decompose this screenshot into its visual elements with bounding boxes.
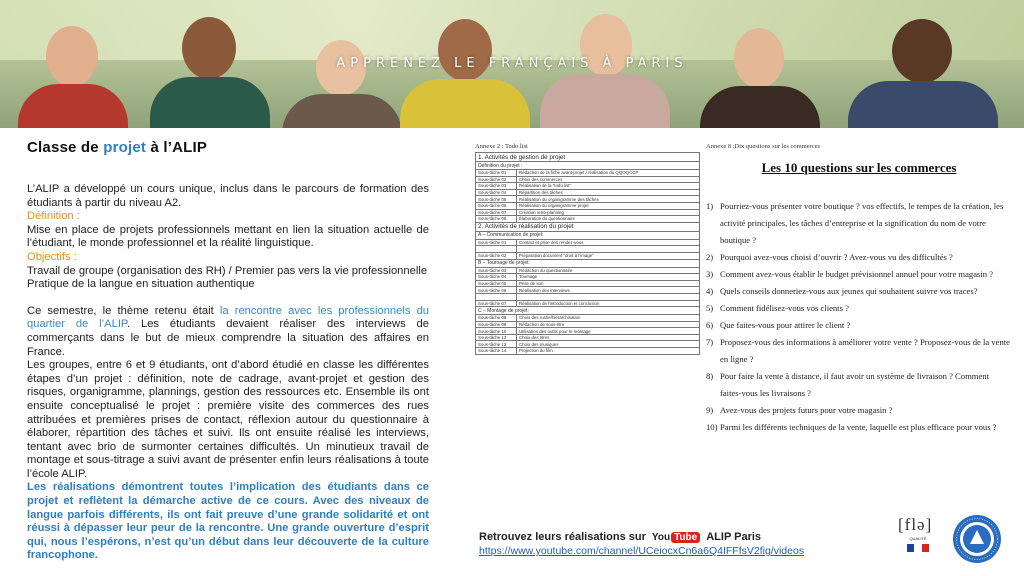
todo-task-desc: Choix des commerces — [517, 176, 700, 183]
todo-table — [475, 152, 700, 355]
todo-row — [476, 334, 700, 341]
todo-subsection-heading: C – Montage de projet: — [476, 307, 700, 315]
questions-annex — [706, 143, 1012, 436]
title-prefix: Classe de — [27, 139, 99, 156]
todo-task-desc: Rédaction du questionnaire — [517, 267, 700, 274]
todo-task-desc — [517, 246, 700, 253]
todo-row — [476, 183, 700, 190]
questions-list — [706, 198, 1012, 436]
todo-task-id: Sous-tâche 01 — [476, 239, 517, 246]
todo-row — [476, 170, 700, 177]
todo-task-id: Sous-tâche 03 — [476, 267, 517, 274]
definition-label: Définition : — [27, 210, 80, 223]
question-number: 6) — [706, 320, 714, 330]
theme-paragraph — [27, 305, 429, 359]
questions-caption: Annexe 8 :Dix questions sur les commerces — [706, 143, 821, 150]
question-text: Proposez-vous des informations à améliorer votre vente ? Proposez-vous de la vente en ligne ? — [720, 337, 1010, 364]
question-number: 9) — [706, 405, 714, 415]
banner-person — [18, 18, 128, 128]
todo-task-id: Sous-tâche 04 — [476, 274, 517, 281]
todo-task-desc: Élaboration du questionnaire — [517, 216, 700, 223]
question-text: Pourriez-vous présenter votre boutique ? vos effectifs, le tempes de la création, les activité principales, les tâches d’entreprise et la signification du nom de votre boutique ? — [720, 201, 1004, 245]
todo-task-id: Sous-tâche 02 — [476, 176, 517, 183]
todo-task-id — [476, 246, 517, 253]
todo-subsection-heading: Définition du projet : — [476, 162, 700, 170]
todo-task-desc: Réalisation de la "todo list" — [517, 183, 700, 190]
todo-row — [476, 348, 700, 355]
banner-person — [282, 28, 402, 128]
todo-row — [476, 293, 700, 300]
todo-row — [476, 189, 700, 196]
todo-row — [476, 341, 700, 348]
footer-links — [479, 531, 879, 557]
questions-title: Les 10 questions sur les commerces — [761, 160, 957, 175]
todo-task-desc: Tournage — [517, 274, 700, 281]
todo-row — [476, 300, 700, 307]
todo-task-id: Sous-tâche 04 — [476, 189, 517, 196]
todo-task-id: Sous-tâche 05 — [476, 196, 517, 203]
question-text: Pourquoi avez-vous choisi d’ouvrir ? Avez-vous vu des difficultés ? — [720, 252, 953, 262]
todo-task-id: Sous-tâche 02 — [476, 252, 517, 259]
todo-row — [476, 196, 700, 203]
todo-row — [476, 252, 700, 259]
fle-logo-subtitle: QUALITÉ — [909, 536, 927, 541]
theme-suffix: . Les étudiants devaient réaliser des interviews de commerçants dans le but de mieux comprendre la situation des affaires en France. — [27, 318, 430, 358]
question-number: 2) — [706, 252, 714, 262]
article-column — [27, 139, 429, 563]
todo-subsection-heading: A – Communication de projet: — [476, 231, 700, 239]
todo-task-desc: Création retro-planning — [517, 209, 700, 216]
todo-task-id: Sous-tâche 06 — [476, 287, 517, 294]
todo-section-heading: 1. Activités de gestion de projet — [476, 153, 700, 162]
question-item — [706, 198, 1012, 249]
todo-task-id: Sous-tâche 13 — [476, 341, 517, 348]
theme-prefix: Ce semestre, le thème retenu était — [27, 304, 220, 317]
question-text: Parmi les différents techniques de la vente, laquelle est plus efficace pour vous ? — [720, 422, 997, 432]
todo-task-desc: Réalisation de l'introduction et conclusion — [517, 300, 700, 307]
todo-row — [476, 321, 700, 328]
page-title — [27, 139, 429, 156]
todo-task-desc — [517, 293, 700, 300]
todo-task-id: Sous-tâche 08 — [476, 315, 517, 322]
todo-task-id: Sous-tâche 07 — [476, 300, 517, 307]
todo-list-annex — [475, 143, 700, 355]
todo-row — [476, 267, 700, 274]
question-item — [706, 249, 1012, 266]
todo-row — [476, 328, 700, 335]
todo-row — [476, 315, 700, 322]
question-text: Comment avez-vous établir le budget prévisionnel annuel pour votre magasin ? — [720, 269, 994, 279]
question-text: Avez-vous des projets futurs pour votre magasin ? — [720, 405, 893, 415]
question-number: 1) — [706, 201, 714, 211]
todo-task-desc: Réalisation des interviews — [517, 287, 700, 294]
todo-task-desc: Contact et prise des rendez-vous — [517, 239, 700, 246]
todo-task-desc: Choix des musiques — [517, 341, 700, 348]
question-number: 3) — [706, 269, 714, 279]
association-seal-icon — [952, 514, 1002, 564]
todo-subsection-heading: B – Tournage de projet: — [476, 259, 700, 267]
todo-task-id: Sous-tâche 12 — [476, 334, 517, 341]
todo-task-id: Sous-tâche 08 — [476, 216, 517, 223]
todo-row — [476, 274, 700, 281]
banner-person — [700, 20, 820, 128]
objectives-label: Objectifs : — [27, 250, 77, 263]
objectives-line: Travail de groupe (organisation des RH) / Premier pas vers la vie professionnelle — [27, 264, 428, 277]
question-number: 5) — [706, 303, 714, 313]
question-item — [706, 368, 1012, 402]
question-number: 10) — [706, 422, 718, 432]
todo-task-id: Sous-tâche 03 — [476, 183, 517, 190]
theme-highlight: la rencontre avec les professionnels du quartier de l’ALIP — [27, 304, 430, 331]
todo-task-id: Sous-tâche 14 — [476, 348, 517, 355]
todo-task-desc: Rédaction de sous-titre — [517, 321, 700, 328]
french-flag-icon — [907, 544, 929, 552]
todo-task-desc: Prise de son — [517, 280, 700, 287]
todo-task-desc: Utilisation des outils pour le montage — [517, 328, 700, 335]
todo-task-id: Sous-tâche 09 — [476, 321, 517, 328]
todo-caption: Annexe 2 : Todo list — [475, 143, 528, 150]
youtube-channel-link[interactable]: https://www.youtube.com/channel/UCeiocxCn6a6Q4IFFfsV2fig/videos — [479, 545, 805, 557]
question-item — [706, 334, 1012, 368]
question-text: Que faites-vous pour attirer le client ? — [720, 320, 851, 330]
todo-row — [476, 246, 700, 253]
todo-row — [476, 287, 700, 294]
question-number: 4) — [706, 286, 714, 296]
fle-quality-logo — [898, 515, 938, 567]
todo-task-desc: Réalisation du organigramme projet — [517, 202, 700, 209]
definition-text: Mise en place de projets professionnels mettant en lien la situation actuelle de l’étudiant, le monde professionnel et la réalité linguistique. — [27, 223, 429, 250]
todo-task-id: Sous-tâche 10 — [476, 328, 517, 335]
todo-task-id — [476, 293, 517, 300]
question-number: 7) — [706, 337, 714, 347]
intro-paragraph: L’ALIP a développé un cours unique, inclus dans le parcours de formation des étudiants à partir du niveau A2. — [27, 183, 429, 209]
todo-row — [476, 209, 700, 216]
groups-paragraph: Les groupes, entre 6 et 9 étudiants, ont d’abord étudié en classe les différentes étapes d’un projet : définition, note de cadrage, avant-projet et gestion des risques, organigramme, plannings, gestion des ressources etc. Ensemble ils ont ensuite conceptualisé le projet : première visite des commerces des rues attribuées et premières prises de contact, réflexion autour du questionnaire à élaborer, répartition des tâches et suivi. Ils ont ensuite réalisé les interviews, tentant avec brio de surmonter certaines difficultés. Un minutieux travail de montage et sous-titrage a suivi avant de présenter enfin leurs réalisations à toute l’école ALIP. — [27, 359, 429, 480]
banner-tagline: APPRENEZ LE FRANÇAIS À PARIS — [336, 56, 688, 71]
todo-section-heading: 2. Activités de réalisation du projet — [476, 222, 700, 231]
footer-lead: Retrouvez leurs réalisations sur — [479, 531, 646, 543]
todo-task-id: Sous-tâche 01 — [476, 170, 517, 177]
todo-row — [476, 202, 700, 209]
question-item — [706, 300, 1012, 317]
title-suffix: à l’ALIP — [150, 139, 208, 156]
todo-row — [476, 176, 700, 183]
fle-logo-text: [flə] — [898, 515, 933, 534]
todo-task-desc: Répartition des tâches — [517, 189, 700, 196]
todo-task-id: Sous-tâche 07 — [476, 209, 517, 216]
question-item — [706, 317, 1012, 334]
header-banner — [0, 0, 1024, 128]
todo-row — [476, 280, 700, 287]
question-item — [706, 266, 1012, 283]
todo-task-desc: Choix des titres — [517, 334, 700, 341]
conclusion-paragraph: Les réalisations démontrent toutes l’implication des étudiants dans ce projet et reflètent la démarche active de ce cours. Avec des niveaux de langue parfois différents, ils ont fait preuve d’une grande solidarité et ont réussi à dépasser leur peur de la rencontre. Une grande ouverture d’esprit qui, nous l’espérons, n’est qu’un début dans leur découverte de la culture francophone. — [27, 481, 429, 562]
todo-task-id: Sous-tâche 05 — [476, 280, 517, 287]
question-item — [706, 419, 1012, 436]
todo-row — [476, 239, 700, 246]
youtube-logo-icon[interactable]: You Tube — [652, 532, 700, 543]
footer-lead-line — [479, 531, 879, 543]
question-number: 8) — [706, 371, 714, 381]
question-text: Pour faire la vente à distance, il faut avoir un système de livraison ? Comment faites-vous les livraisons ? — [720, 371, 989, 398]
todo-row — [476, 216, 700, 223]
todo-task-id: Sous-tâche 06 — [476, 202, 517, 209]
todo-task-desc: Choix des rushe/hiérarchisation — [517, 315, 700, 322]
todo-task-desc: Réalisation du organigramme des tâches — [517, 196, 700, 203]
question-item — [706, 283, 1012, 300]
todo-task-desc: Rédaction de la fiche avant-projet / réalisation du QQOQCCP — [517, 170, 700, 177]
title-accent: projet — [103, 139, 147, 156]
question-text: Quels conseils donneriez-vous aux jeunes qui souhaitent suivre vos traces? — [720, 286, 978, 296]
question-text: Comment fidélisez-vous vos clients ? — [720, 303, 849, 313]
channel-name: ALIP Paris — [706, 531, 762, 543]
question-item — [706, 402, 1012, 419]
todo-task-desc: Préparation document "droit à l'image" — [517, 252, 700, 259]
todo-task-desc: Projection du film — [517, 348, 700, 355]
objectives-line: Pratique de la langue en situation authentique — [27, 278, 255, 291]
